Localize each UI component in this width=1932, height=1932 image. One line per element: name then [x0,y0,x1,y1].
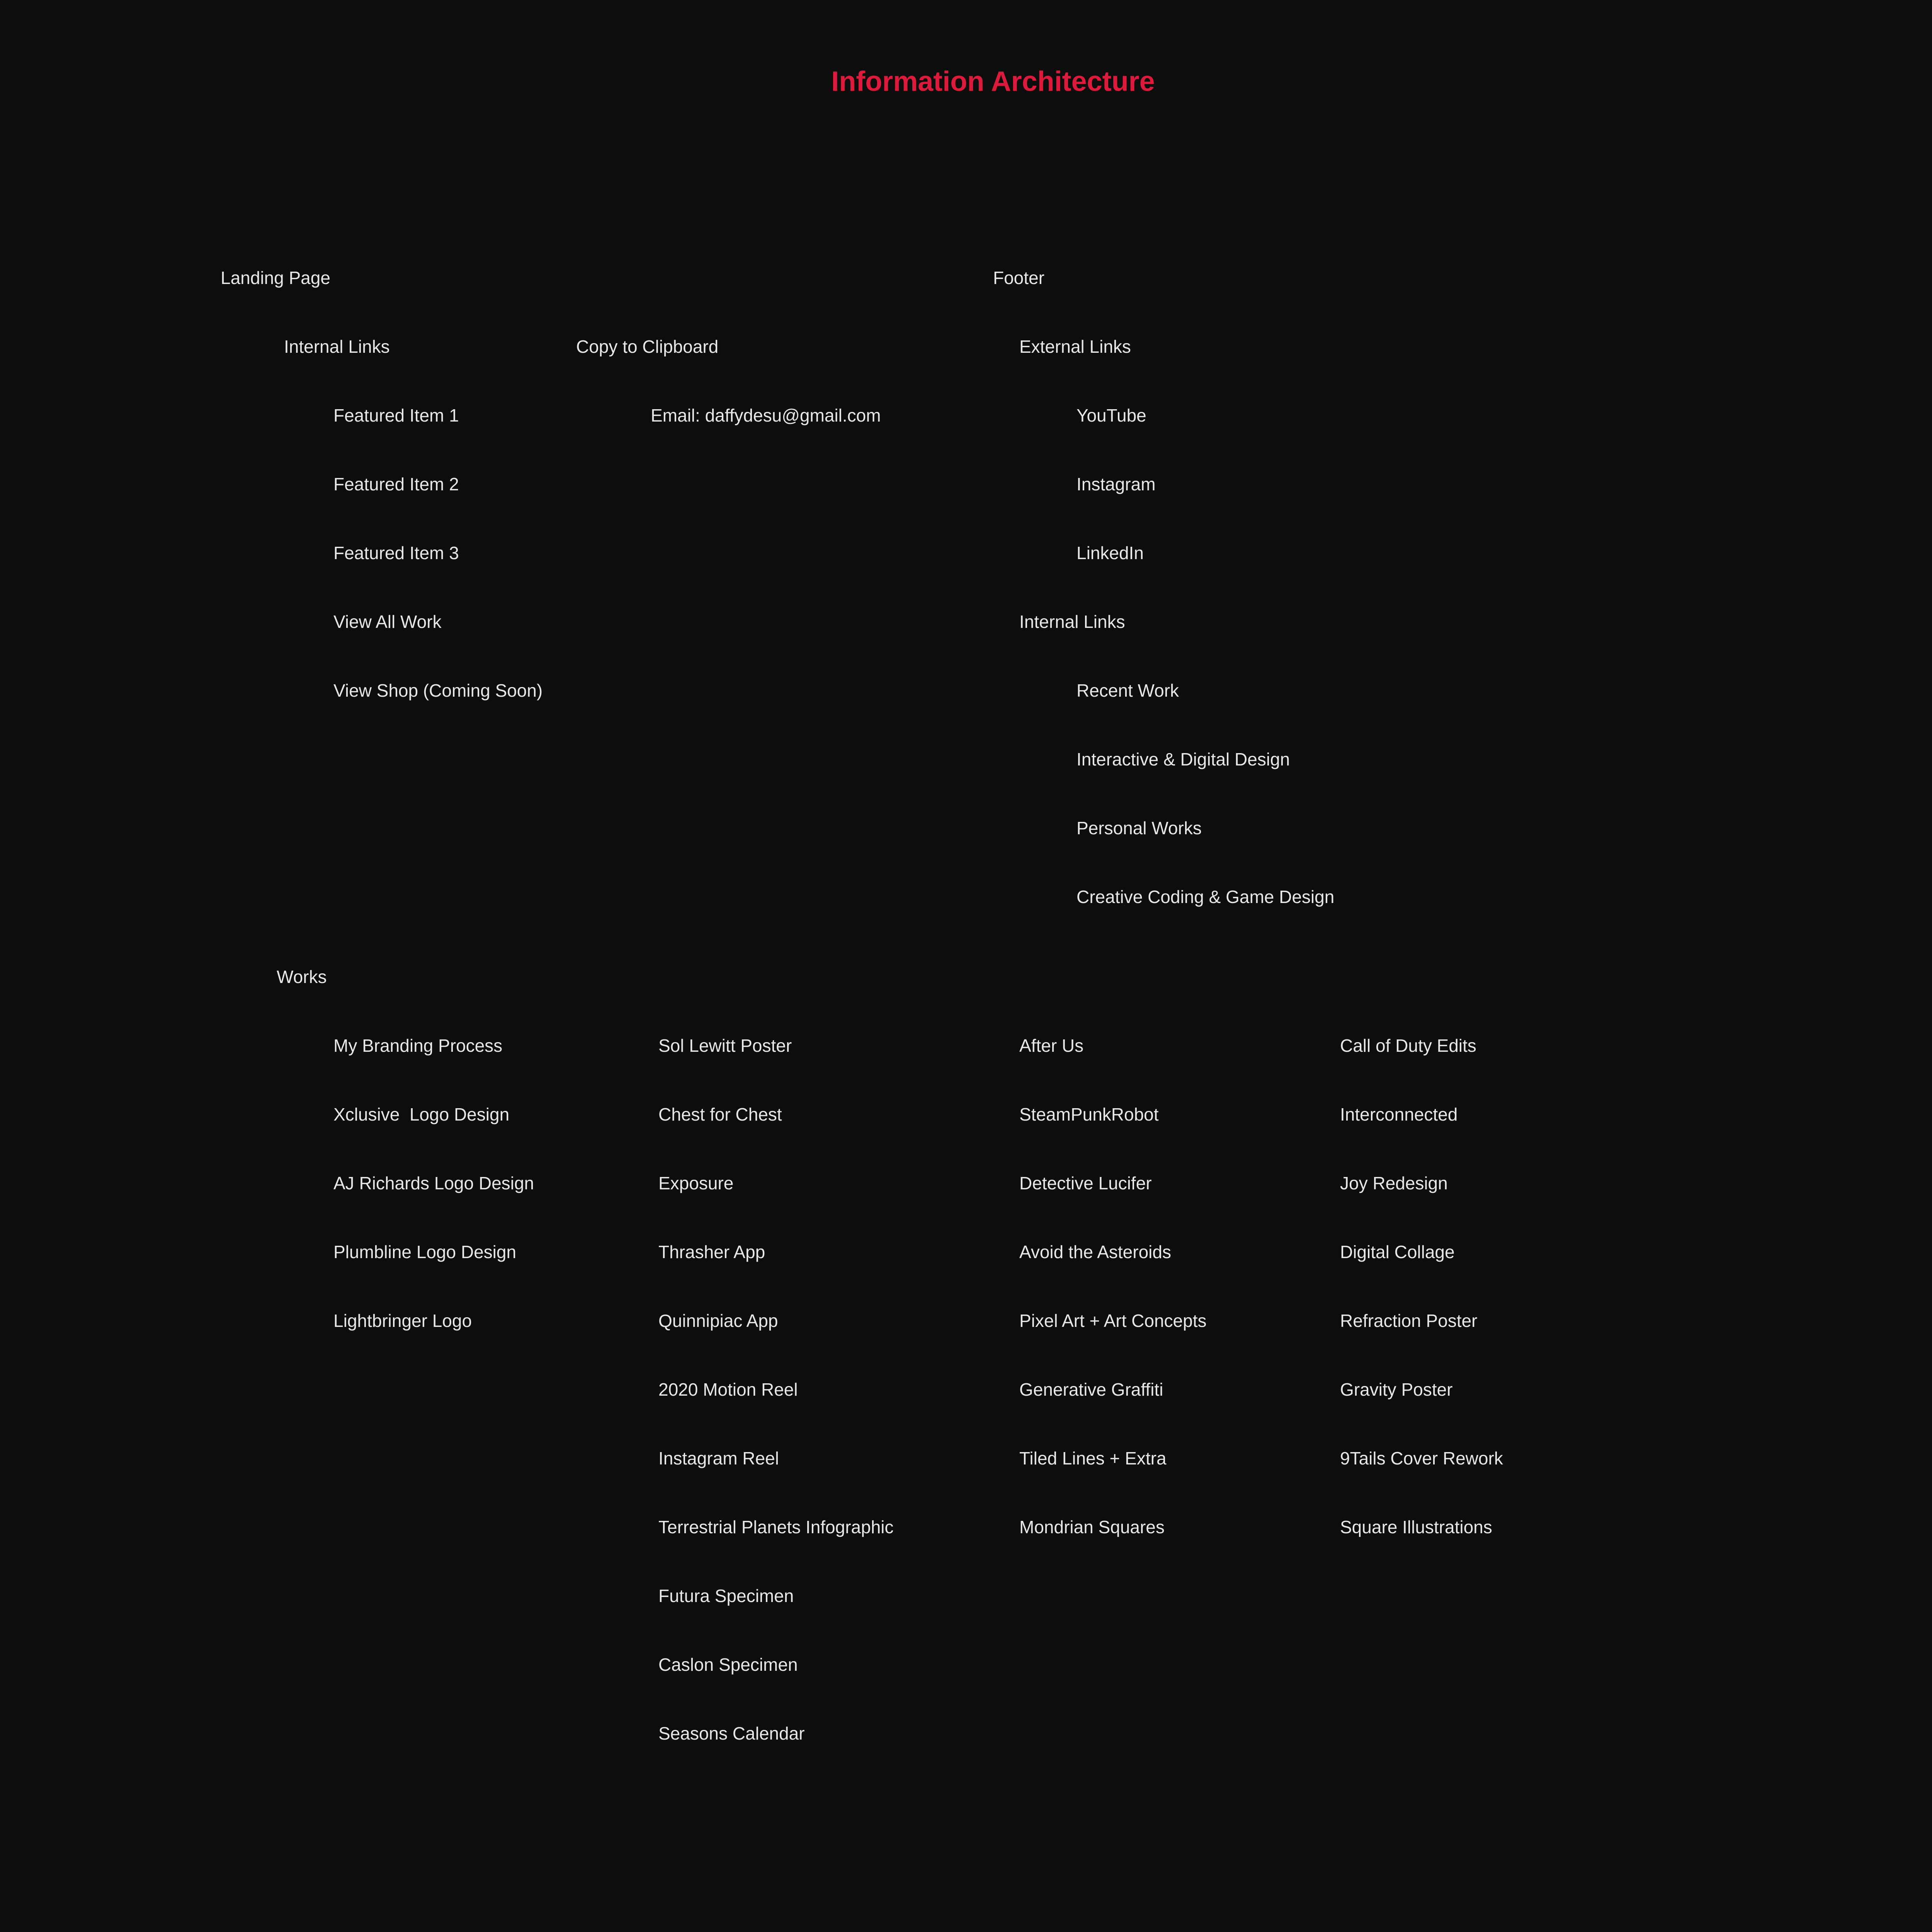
footer-external-link-item: Instagram [1077,474,1156,494]
works-item: Avoid the Asteroids [1019,1242,1171,1262]
works-item: Interconnected [1340,1104,1458,1124]
works-item: 2020 Motion Reel [658,1379,798,1400]
copy-to-clipboard-label: Copy to Clipboard [576,337,719,357]
landing-internal-link-item: Featured Item 2 [333,474,459,494]
footer-external-link-item: LinkedIn [1077,543,1144,563]
works-item: Xclusive Logo Design [333,1104,510,1124]
works-label: Works [277,967,327,987]
works-item: Joy Redesign [1340,1173,1448,1193]
works-item: Terrestrial Planets Infographic [658,1517,894,1537]
works-item: Sol Lewitt Poster [658,1036,792,1056]
works-item: Seasons Calendar [658,1723,805,1743]
works-item: Square Illustrations [1340,1517,1492,1537]
footer-internal-links-label: Internal Links [1019,612,1125,632]
works-item: Chest for Chest [658,1104,782,1124]
landing-internal-link-item: View Shop (Coming Soon) [333,680,543,701]
landing-internal-link-item: Featured Item 3 [333,543,459,563]
footer-internal-link-item: Interactive & Digital Design [1077,749,1290,769]
footer-label: Footer [993,268,1044,288]
works-item: Generative Graffiti [1019,1379,1163,1400]
works-item: Instagram Reel [658,1448,779,1468]
footer-internal-link-item: Personal Works [1077,818,1202,838]
landing-internal-links-label: Internal Links [284,337,390,357]
works-item: Caslon Specimen [658,1655,798,1675]
works-item: SteamPunkRobot [1019,1104,1159,1124]
landing-internal-link-item: Featured Item 1 [333,405,459,425]
works-item: My Branding Process [333,1036,503,1056]
works-item: 9Tails Cover Rework [1340,1448,1503,1468]
works-item: Tiled Lines + Extra [1019,1448,1167,1468]
landing-page-label: Landing Page [221,268,330,288]
landing-internal-link-item: View All Work [333,612,442,632]
page-title: Information Architecture [831,66,1155,97]
works-item: Call of Duty Edits [1340,1036,1476,1056]
email-item: Email: daffydesu@gmail.com [651,405,881,425]
works-item: Digital Collage [1340,1242,1455,1262]
works-item: Gravity Poster [1340,1379,1453,1400]
works-item: Lightbringer Logo [333,1311,472,1331]
works-item: Exposure [658,1173,734,1193]
works-item: After Us [1019,1036,1084,1056]
works-item: Detective Lucifer [1019,1173,1152,1193]
works-item: Thrasher App [658,1242,765,1262]
footer-internal-link-item: Recent Work [1077,680,1179,701]
works-item: Plumbline Logo Design [333,1242,517,1262]
works-item: Futura Specimen [658,1586,794,1606]
works-item: Quinnipiac App [658,1311,778,1331]
footer-external-link-item: YouTube [1077,405,1146,425]
works-item: Refraction Poster [1340,1311,1478,1331]
footer-internal-link-item: Creative Coding & Game Design [1077,887,1335,907]
works-item: Mondrian Squares [1019,1517,1165,1537]
footer-external-links-label: External Links [1019,337,1131,357]
works-item: Pixel Art + Art Concepts [1019,1311,1207,1331]
works-item: AJ Richards Logo Design [333,1173,534,1193]
